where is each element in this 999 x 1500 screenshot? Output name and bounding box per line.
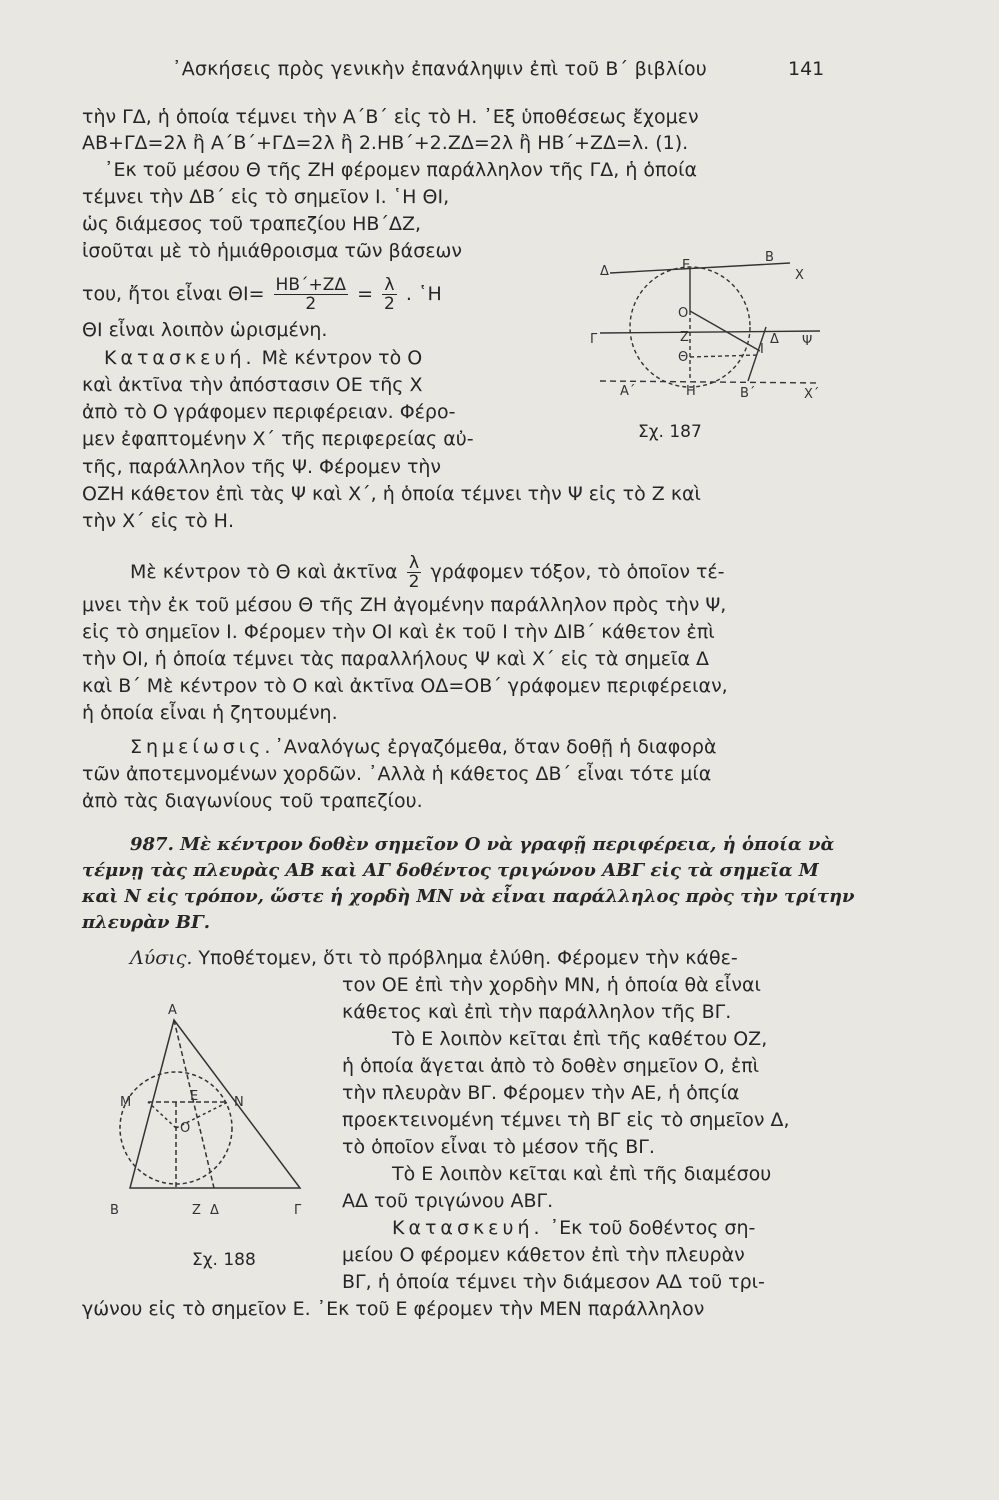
text-line: τὴν πλευρὰν ΒΓ. Φέρομεν τὴν ΑΕ, ἡ ὁπςία (342, 1082, 740, 1104)
fig188-triangle (130, 1020, 300, 1188)
formula-suffix: . ῾Η (405, 283, 442, 305)
figure-187-caption: Σχ. 187 (638, 422, 702, 442)
text-span: Μὲ κέντρον τὸ Ο (255, 347, 423, 369)
fig187-label: Β (765, 250, 774, 265)
fraction (274, 276, 348, 313)
fig187-line-ThI (690, 355, 758, 357)
text-line: προεκτεινομένη τέμνει τὴ ΒΓ εἰς τὸ σημεῖον Δ, (342, 1109, 790, 1131)
fig187-label: Θ (678, 350, 689, 365)
fig187-label: Χ (795, 268, 804, 283)
text-line: μνει τὴν ἐκ τοῦ μέσου Θ τῆς ΖΗ ἀγομένην παράλληλον πρὸς τὴν Ψ, (82, 594, 727, 616)
fraction-numerator: ΗΒ΄+ΖΔ (275, 275, 347, 295)
text-span: ᾿Εκ τοῦ δοθέντος ση- (543, 1217, 756, 1239)
fraction-denominator: 2 (305, 294, 317, 314)
text-line (130, 735, 717, 759)
fig188-label: Δ (210, 1203, 219, 1218)
text-span: Μὲ κέντρον τὸ Θ καὶ ἀκτῖνα (130, 561, 398, 583)
problem-line: πλευρὰν ΒΓ. (82, 912, 211, 933)
text-line (130, 946, 738, 970)
running-header: ᾿Ασκήσεις πρὸς γενικὴν ἐπανάληψιν ἐπὶ τοῦ Β΄ βιβλίου (172, 58, 707, 80)
text-line (392, 1216, 755, 1240)
text-line: ἡ ὁποία ἄγεται ἀπὸ τὸ δοθὲν σημεῖον Ο, ἐπὶ (342, 1055, 760, 1077)
fig187-label: Ψ (802, 334, 813, 349)
text-line: ΒΓ, ἡ ὁποία τέμνει τὴν διάμεσον ΑΔ τοῦ τρι- (342, 1271, 765, 1293)
fig187-label: Α΄ (620, 384, 636, 399)
fig187-label: Δ (600, 264, 609, 279)
fig187-label: Ζ (680, 330, 689, 345)
problem-number: 987. (130, 834, 174, 855)
text-line: Τὸ Ε λοιπὸν κεῖται ἐπὶ τῆς καθέτου ΟΖ, (392, 1028, 768, 1050)
page-number: 141 (788, 58, 825, 80)
text-span: ᾿Αναλόγως ἐργαζόμεθα, ὅταν δοθῇ ἡ διαφορὰ (274, 736, 717, 758)
fig188-label: Γ (294, 1203, 302, 1218)
figure-188 (110, 1000, 320, 1225)
fig187-label: Χ΄ (804, 387, 820, 402)
fig187-label: Γ (590, 332, 598, 347)
fig188-label: Μ (120, 1095, 132, 1110)
fig188-median-AD (174, 1020, 214, 1188)
text-line: καὶ ἀκτῖνα τὴν ἀπόστασιν ΟΕ τῆς Χ (82, 374, 423, 396)
formula-line (130, 554, 725, 591)
figure-187 (590, 250, 830, 402)
text-line: ᾿Εκ τοῦ μέσου Θ τῆς ΖΗ φέρομεν παράλληλον τῆς ΓΔ, ἡ ὁποία (104, 159, 698, 181)
problem-line: καὶ Ν εἰς τρόπον, ὥστε ἡ χορδὴ ΜΝ νὰ εἶναι παράλληλος πρὸς τὴν τρίτην (82, 886, 855, 907)
fig187-label: Ο (678, 306, 689, 321)
construction-heading: Κατασκευή. (392, 1217, 544, 1239)
fig187-label: Β΄ (740, 386, 756, 401)
fraction-denominator: 2 (384, 294, 395, 314)
text-line: ἀπὸ τὸ Ο γράφομεν περιφέρειαν. Φέρο- (82, 401, 456, 423)
solution-heading: Λύσις. (130, 947, 193, 969)
fig188-label: Ο (180, 1121, 191, 1136)
fig187-label: Ι (760, 342, 764, 357)
fraction (382, 276, 397, 313)
fig187-line-Psi (600, 331, 820, 333)
fig188-label: Ε (190, 1089, 199, 1104)
fig188-label: Ζ (192, 1203, 201, 1218)
fig187-line-X (610, 263, 790, 273)
fraction (407, 554, 422, 591)
fig187-label: Η (686, 384, 696, 399)
text-line: ἡ ὁποία εἶναι ἡ ζητουμένη. (82, 702, 338, 724)
text-line: ἀπὸ τὰς διαγωνίους τοῦ τραπεζίου. (82, 790, 423, 812)
text-line: ὡς διάμεσος τοῦ τραπεζίου ΗΒ΄ΔΖ, (82, 213, 422, 235)
figure-188-caption: Σχ. 188 (192, 1250, 256, 1270)
text-line: ΑΔ τοῦ τριγώνου ΑΒΓ. (342, 1190, 554, 1212)
equals-sign: = (357, 283, 373, 305)
formula-line (82, 276, 442, 313)
text-span: Μὲ κέντρον δοθὲν σημεῖον Ο νὰ γραφῇ περιφέρεια, ἡ ὁποία νὰ (180, 834, 835, 855)
text-line: τὴν ΓΔ, ἡ ὁποία τέμνει τὴν Α΄Β΄ εἰς τὸ Η. ᾿Εξ ὑποθέσεως ἔχομεν (82, 106, 699, 128)
text-line: τέμνει τὴν ΔΒ΄ εἰς τὸ σημεῖον Ι. ῾Η ΘΙ, (82, 186, 450, 208)
fig188-label: Β (110, 1203, 119, 1218)
text-line: τον ΟΕ ἐπὶ τὴν χορδὴν ΜΝ, ἡ ὁποία θὰ εἶναι (342, 974, 761, 996)
text-line: ΘΙ εἶναι λοιπὸν ὡρισμένη. (82, 319, 328, 341)
text-line: τῆς, παράλληλον τῆς Ψ. Φέρομεν τὴν (82, 456, 442, 478)
text-line: ΑΒ+ΓΔ=2λ ἢ Α΄Β΄+ΓΔ=2λ ἢ 2.ΗΒ΄+2.ΖΔ=2λ ἢ ΗΒ΄+ΖΔ=λ. (1). (82, 132, 689, 154)
text-line: γώνου εἰς τὸ σημεῖον Ε. ᾿Εκ τοῦ Ε φέρομεν τὴν ΜΕΝ παράλληλον (82, 1298, 705, 1320)
text-line: τὸ ὁποῖον εἶναι τὸ μέσον τῆς ΒΓ. (342, 1136, 655, 1158)
note-heading: Σημείωσις. (130, 736, 275, 758)
fig188-label: Ν (234, 1095, 244, 1110)
text-line: τῶν ἀποτεμνομένων χορδῶν. ᾿Αλλὰ ἡ κάθετος ΔΒ΄ εἶναι τότε μία (82, 763, 712, 785)
fraction-denominator: 2 (408, 572, 420, 592)
text-span: Υποθέτομεν, ὅτι τὸ πρόβλημα ἐλύθη. Φέρομεν τὴν κάθε- (192, 947, 738, 969)
text-line: Τὸ Ε λοιπὸν κεῖται καὶ ἐπὶ τῆς διαμέσου (392, 1163, 772, 1185)
fig187-label: Δ (770, 332, 779, 347)
text-line: μείου Ο φέρομεν κάθετον ἐπὶ τὴν πλευρὰν (342, 1244, 745, 1266)
fig187-label: Ε (682, 258, 691, 273)
fig188-label: Α (168, 1003, 177, 1018)
construction-heading: Κατασκευή. (104, 347, 256, 369)
text-line: τὴν ΟΙ, ἡ ὁποία τέμνει τὰς παραλλήλους Ψ καὶ Χ΄ εἰς τὰ σημεῖα Δ (82, 648, 710, 670)
text-line: κάθετος καὶ ἐπὶ τὴν παράλληλον τῆς ΒΓ. (342, 1001, 732, 1023)
formula-prefix: του, ἤτοι εἶναι ΘΙ= (82, 283, 265, 305)
text-line: ΟΖΗ κάθετον ἐπὶ τὰς Ψ καὶ Χ΄, ἡ ὁποία τέμνει τὴν Ψ εἰς τὸ Ζ καὶ (82, 483, 701, 505)
fig187-line-X2 (600, 381, 820, 383)
text-line (104, 346, 422, 370)
problem-line (130, 833, 834, 857)
text-line: καὶ Β΄ Μὲ κέντρον τὸ Ο καὶ ἀκτῖνα ΟΔ=ΟΒ΄ γράφομεν περιφέρειαν, (82, 675, 728, 697)
fraction-numerator: λ (382, 276, 397, 295)
fig188-OM (148, 1102, 176, 1128)
text-line: εἰς τὸ σημεῖον Ι. Φέρομεν τὴν ΟΙ καὶ ἐκ τοῦ Ι τὴν ΔΙΒ΄ κάθετον ἐπὶ (82, 621, 715, 643)
text-line: μεν ἐφαπτομένην Χ΄ τῆς περιφερείας αὐ- (82, 428, 474, 450)
text-line: τὴν Χ΄ εἰς τὸ Η. (82, 510, 235, 532)
text-span: γράφομεν τόξον, τὸ ὁποῖον τέ- (430, 561, 725, 583)
text-line: ἰσοῦται μὲ τὸ ἡμιάθροισμα τῶν βάσεων (82, 240, 463, 262)
fraction-numerator: λ (407, 554, 422, 573)
problem-line: τέμνῃ τὰς πλευρὰς ΑΒ καὶ ΑΓ δοθέντος τριγώνου ΑΒΓ εἰς τὰ σημεῖα Μ (82, 860, 819, 881)
